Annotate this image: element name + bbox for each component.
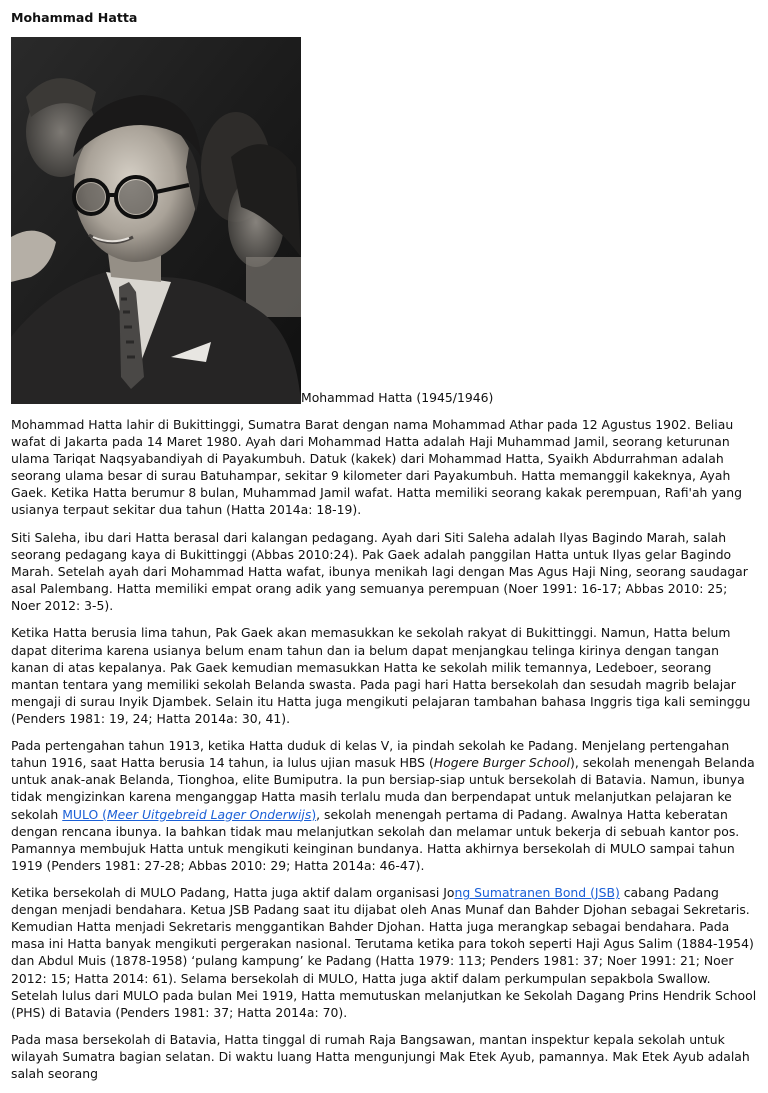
document-body <box>11 416 759 1093</box>
jsb-link[interactable]: ng Sumatranen Bond (JSB) <box>454 885 620 901</box>
paragraph-5 <box>11 884 759 1021</box>
paragraph-5-text-b: cabang Padang dengan menjadi bendahara. Ketua JSB Padang saat itu dijabat oleh Anas Munaf dan Bahder Djohan sebagai Sekretaris. Kemudian Hatta menjadi Sekretaris menggantikan Bahder Djohan. Hatta juga merangkap sebagai bendahara. Pada masa ini Hatta banyak mengikuti pergerakan nasional. Terutama ketika para tokoh seperti Haji Agus Salim (1884-1954) dan Abdul Muis (1878-1958) ‘pulang kampung’ ke Padang (Hatta 1979: 113; Penders 1981: 37; Noer 1991: 21; Noer 2012: 15; Hatta 2014: 61). Selama bersekolah di MULO, Hatta juga aktif dalam perkumpulan sepakbola Swallow. Setelah lulus dari MULO pada bulan Mei 1919, Hatta memutuskan melanjutkan ke Sekolah Dagang Prins Hendrik School (PHS) di Batavia (Penders 1981: 37; Hatta 2014a: 70). <box>11 885 757 1020</box>
paragraph-4-text-a: Pada pertengahan tahun 1913, ketika Hatta duduk di kelas V, ia pindah sekolah ke Padang. Menjelang pertengahan tahun 1916, saat Hatta berusia 14 tahun, ia lulus ujian masuk HBS ( <box>11 738 730 771</box>
paragraph-2: Siti Saleha, ibu dari Hatta berasal dari kalangan pedagang. Ayah dari Siti Saleha adalah Ilyas Bagindo Marah, salah seorang pedagang kaya di Bukittinggi (Abbas 2010:24). Pak Gaek adalah panggilan Hatta untuk Ilyas gelar Bagindo Marah. Setelah ayah dari Mohammad Hatta wafat, ibunya menikah lagi dengan Mas Agus Haji Ning, seorang saudagar asal Palembang. Hatta memiliki empat orang adik yang semuanya perempuan (Noer 1991: 16-17; Abbas 2010: 25; Noer 2012: 3-5). <box>11 529 748 614</box>
paragraph-5-text-a: Ketika bersekolah di MULO Padang, Hatta juga aktif dalam organisasi Jo <box>11 885 455 901</box>
paragraph-4-text-b: ), sekolah menengah Belanda untuk anak-anak Belanda, Tionghoa, elite Bumiputra. Ia pun bersiap-siap untuk bersekolah di Batavia. Namun, ibunya tidak mengizinkan karena menganggap Hatta masih terlalu muda dan berpendapat untuk melanjutkan pelajaran ke sekolah <box>11 755 755 822</box>
paragraph-6: Pada masa bersekolah di Batavia, Hatta tinggal di rumah Raja Bangsawan, mantan inspektur kepala sekolah untuk wilayah Sumatra bagian selatan. Di waktu luang Hatta mengunjungi Mak Etek Ayub, pamannya. Mak Etek Ayub adalah salah seorang <box>11 1032 750 1082</box>
paragraph-4-italic: Hogere Burger School <box>433 755 570 771</box>
portrait-photo <box>11 37 301 404</box>
paragraph-1: Mohammad Hatta lahir di Bukittinggi, Sumatra Barat dengan nama Mohammad Athar pada 12 Agustus 1902. Beliau wafat di Jakarta pada 14 Maret 1980. Ayah dari Mohammad Hatta adalah Haji Muhammad Jamil, seorang keturunan ulama Tariqat Naqsyabandiyah di Payakumbuh. Datuk (kakek) dari Mohammad Hatta, Syaikh Abdurrahman adalah seorang ulama besar di surau Batuhampar, sekitar 9 kilometer dari Payakumbuh. Hatta memanggil kakeknya, Ayah Gaek. Ketika Hatta berumur 8 bulan, Muhammad Jamil wafat. Hatta memiliki seorang kakak perempuan, Rafi'ah yang usianya terpaut sekitar dua tahun (Hatta 2014a: 18-19). <box>11 417 742 518</box>
figure <box>11 37 493 404</box>
document-title: Mohammad Hatta <box>11 10 138 25</box>
mulo-link[interactable]: MULO (Meer Uitgebreid Lager Onderwijs) <box>62 806 317 822</box>
paragraph-4 <box>11 737 759 874</box>
paragraph-3: Ketika Hatta berusia lima tahun, Pak Gaek akan memasukkan ke sekolah rakyat di Bukittinggi. Namun, Hatta belum dapat diterima karena usianya belum enam tahun dan ia belum dapat menjangkau telinga kirinya dengan tangan kanan di atas kepalanya. Pak Gaek kemudian memasukkan Hatta ke sekolah milik temannya, Ledeboer, seorang mantan tentara yang memiliki sekolah Belanda swasta. Pada pagi hari Hatta bersekolah dan sesudah magrib belajar mengaji di surau Inyik Djambek. Selain itu Hatta juga mengikuti pelajaran tambahan bahasa Inggris tiga kali seminggu (Penders 1981: 19, 24; Hatta 2014a: 30, 41). <box>11 625 751 726</box>
paragraph-4-text-c: , sekolah menengah pertama di Padang. Awalnya Hatta keberatan dengan rencana ibunya. Ia bahkan tidak mau melanjutkan sekolah dan melamar untuk bekerja di sebuah kantor pos. Pamannya membujuk Hatta untuk mengikuti keinginan bundanya. Hatta akhirnya bersekolah di MULO sampai tahun 1919 (Penders 1981: 27-28; Abbas 2010: 29; Hatta 2014a: 46-47). <box>11 806 740 873</box>
photo-caption: Mohammad Hatta (1945/1946) <box>301 389 494 405</box>
